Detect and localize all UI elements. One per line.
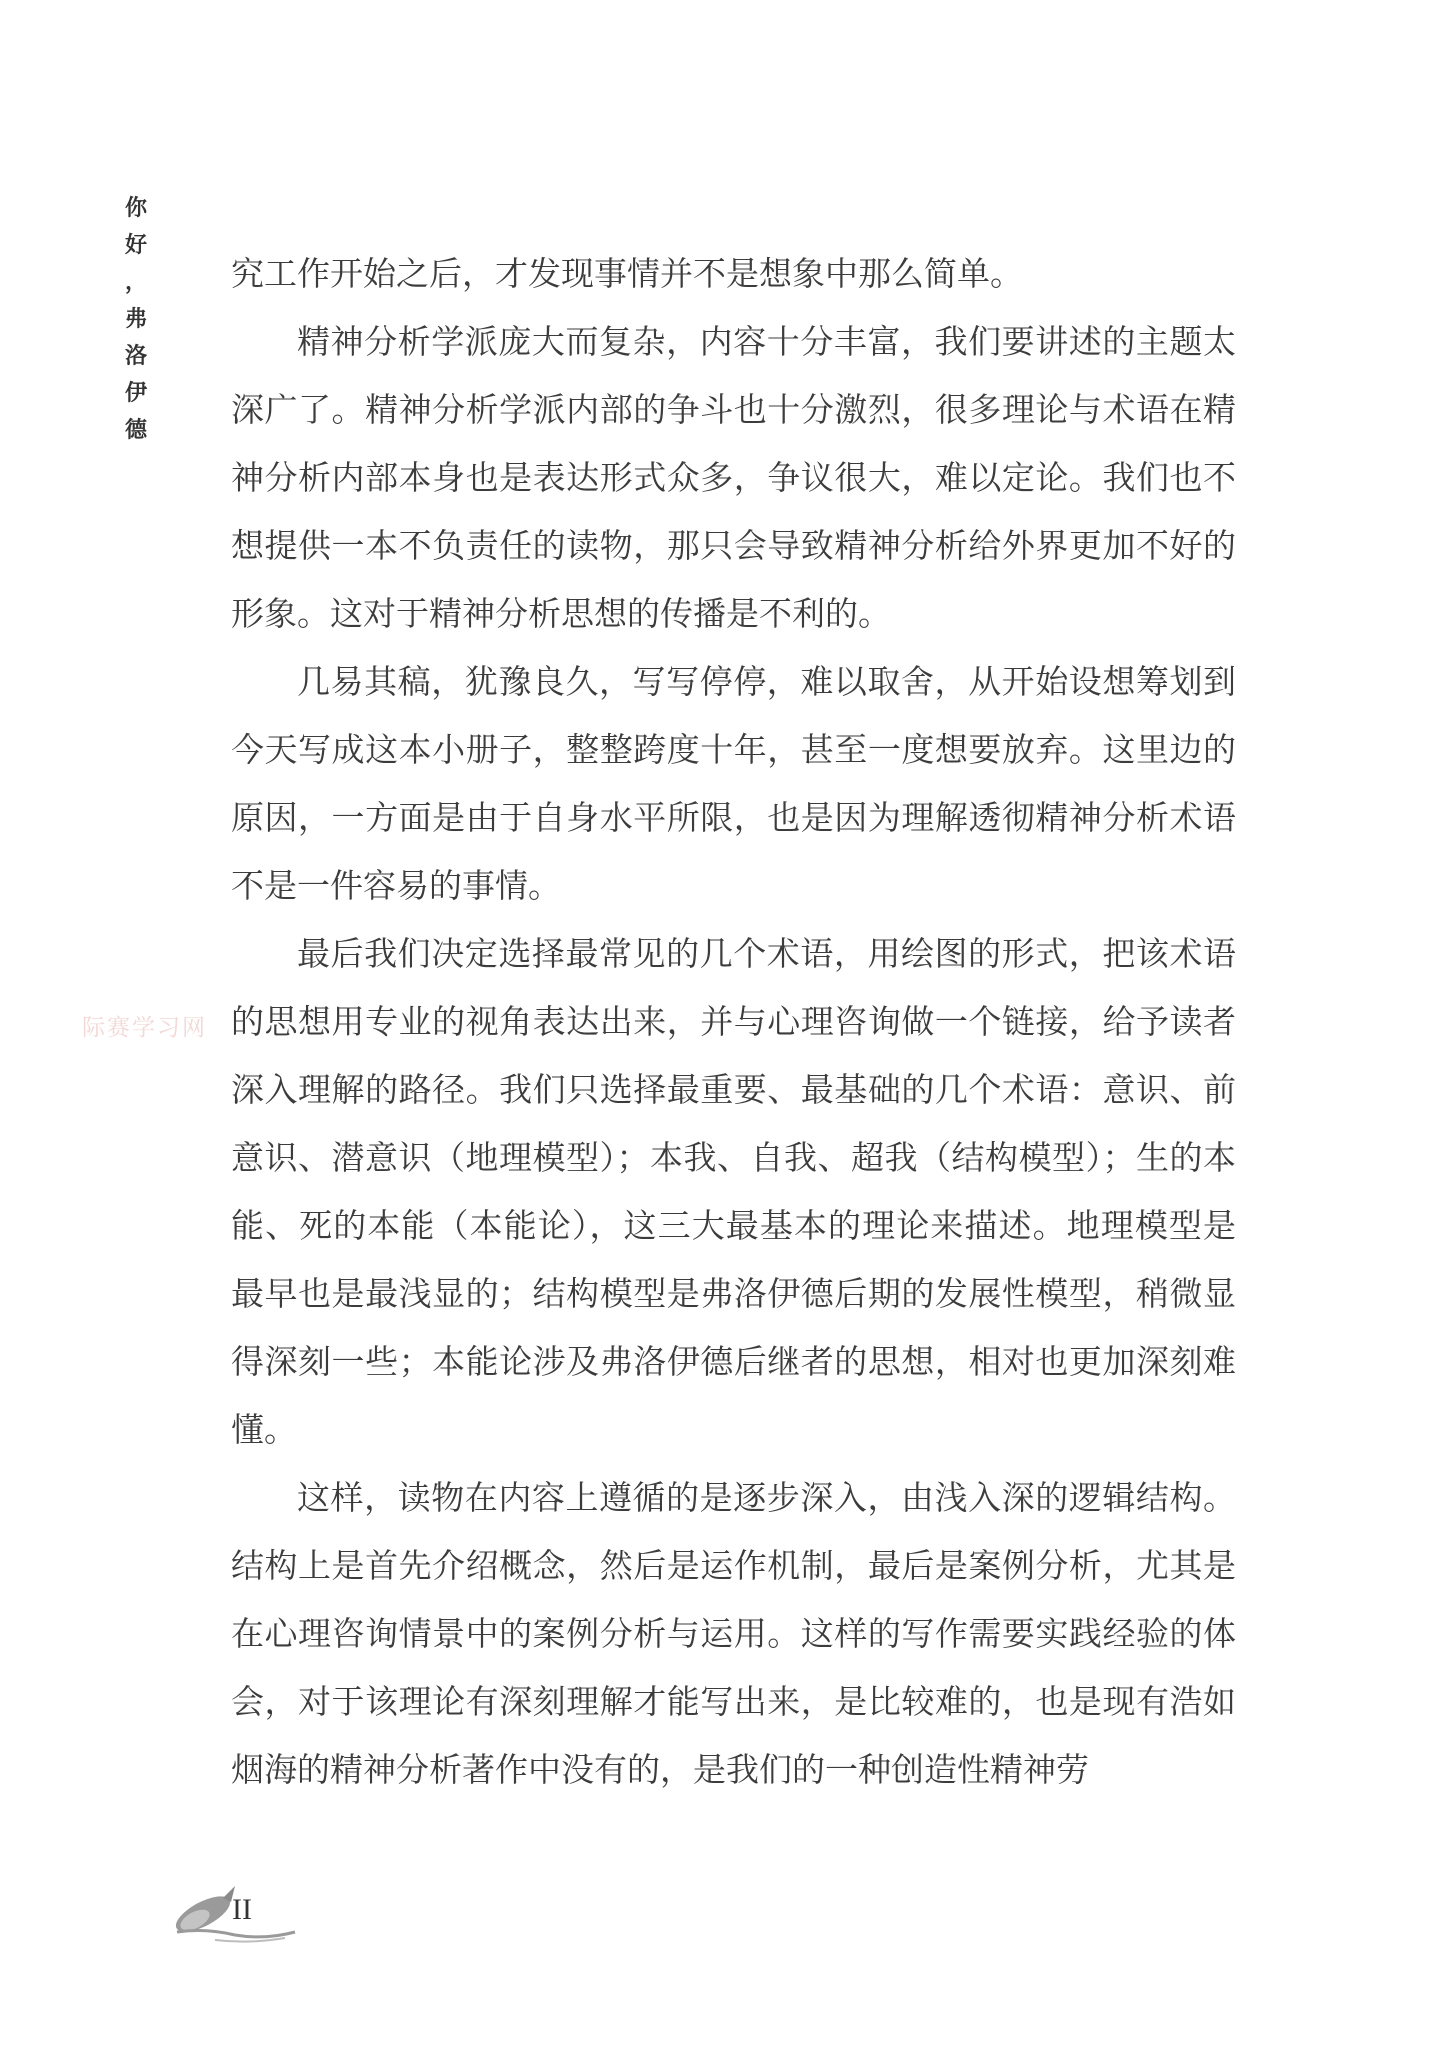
page-number: II	[232, 1893, 252, 1926]
watermark: 际赛学习网	[82, 1015, 207, 1041]
paragraph: 最后我们决定选择最常见的几个术语，用绘图的形式，把该术语的思想用专业的视角表达出来，并与心理咨询做一个链接，给予读者深入理解的路径。我们只选择最重要、最基础的几个术语：意识、前意识、潜意识（地理模型）；本我、自我、超我（结构模型）；生的本能、死的本能（本能论），这三大最基本的理论来描述。地理模型是最早也是最浅显的；结构模型是弗洛伊德后期的发展性模型，稍微显得深刻一些；本能论涉及弗洛伊德后继者的思想，相对也更加深刻难懂。	[231, 934, 1236, 1449]
body-text	[231, 240, 1236, 1804]
running-title-char: 洛	[124, 343, 147, 369]
paragraph: 这样，读物在内容上遵循的是逐步深入，由浅入深的逻辑结构。结构上是首先介绍概念，然后是运作机制，最后是案例分析，尤其是在心理咨询情景中的案例分析与运用。这样的写作需要实践经验的体会，对于该理论有深刻理解才能写出来，是比较难的，也是现有浩如烟海的精神分析著作中没有的，是我们的一种创造性精神劳	[231, 1478, 1236, 1789]
paragraph: 几易其稿，犹豫良久，写写停停，难以取舍，从开始设想筹划到今天写成这本小册子，整整跨度十年，甚至一度想要放弃。这里边的原因，一方面是由于自身水平所限，也是因为理解透彻精神分析术语不是一件容易的事情。	[231, 662, 1236, 905]
running-title-vertical	[118, 190, 154, 449]
paragraph: 精神分析学派庞大而复杂，内容十分丰富，我们要讲述的主题太深广了。精神分析学派内部的争斗也十分激烈，很多理论与术语在精神分析内部本身也是表达形式众多，争议很大，难以定论。我们也不想提供一本不负责任的读物，那只会导致精神分析给外界更加不好的形象。这对于精神分析思想的传播是不利的。	[231, 322, 1236, 633]
running-title-char: 德	[124, 417, 147, 443]
running-title-char: ，	[124, 269, 147, 295]
running-title-char: 好	[124, 232, 147, 258]
running-title-char: 弗	[124, 306, 147, 332]
paragraph: 究工作开始之后，才发现事情并不是想象中那么简单。	[231, 254, 1023, 293]
running-title-char: 你	[124, 195, 147, 221]
running-title-char: 伊	[124, 380, 147, 406]
